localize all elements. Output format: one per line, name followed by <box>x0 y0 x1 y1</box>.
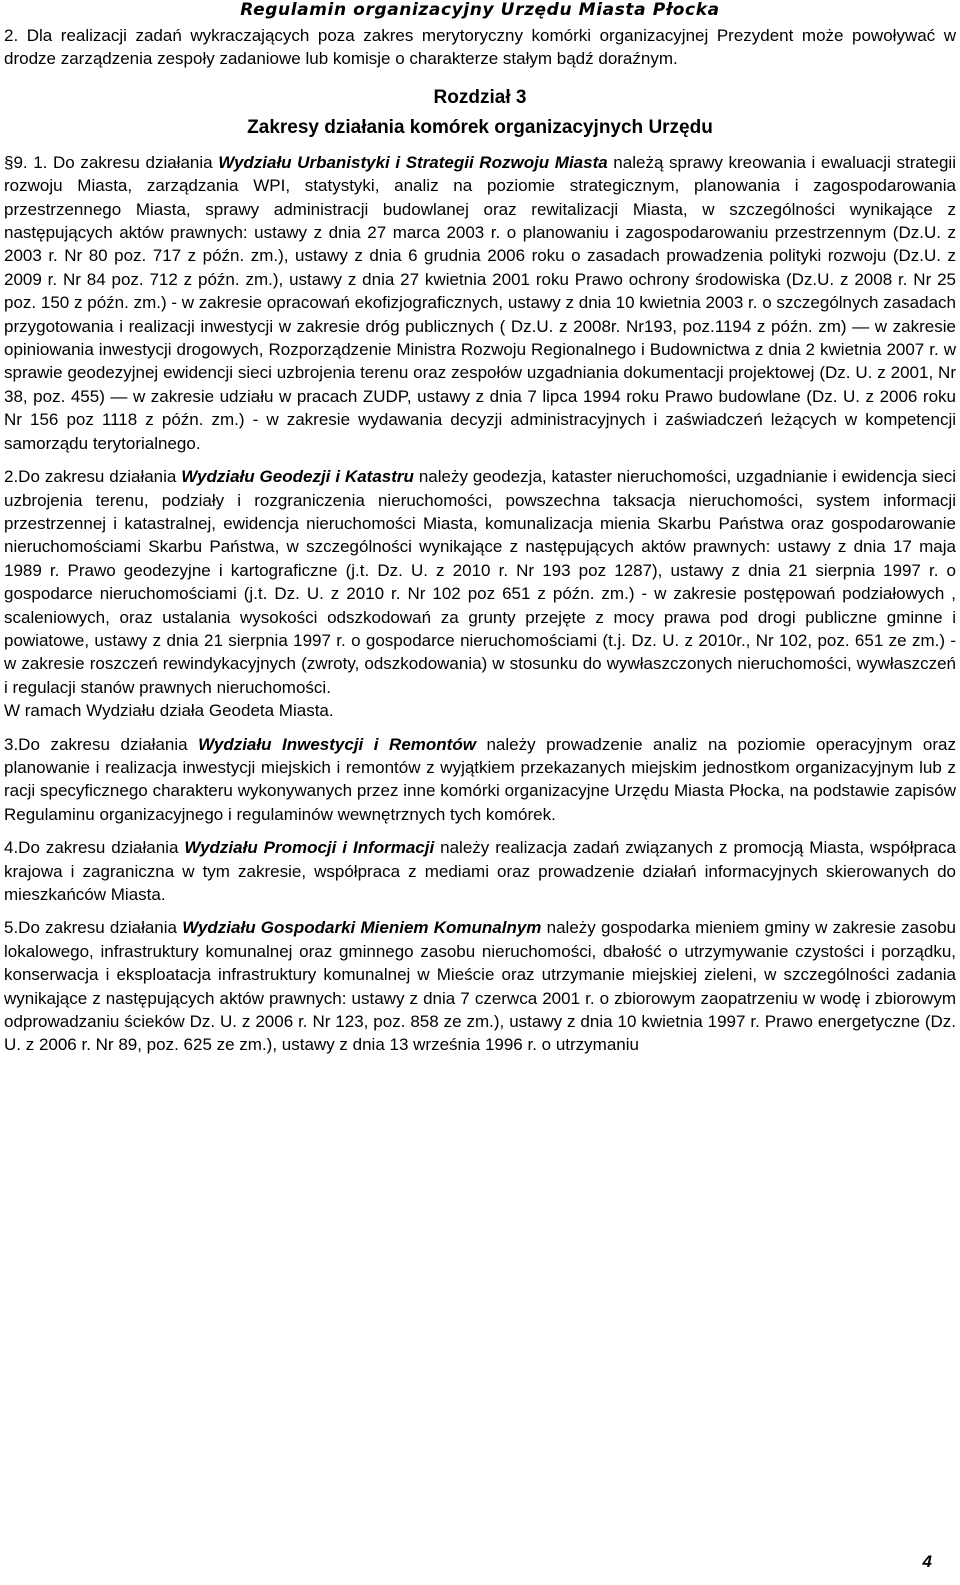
point-1-text: należą sprawy kreowania i ewaluacji strategii rozwoju Miasta, zarządzania WPI, statystyki, analiz na poziomie strategicznym, planowania i zagospodarowania przestrzennego Miasta, sprawy administracji budowlanej oraz rewitalizacji Miasta, w szczególności wynikające z następujących aktów prawnych: ustawy z dnia 27 marca 2003 r. o planowaniu i zagospodarowaniu przestrzennym (Dz.U. z 2003 r. Nr 80 poz. 717 z późn. zm.), ustawy z dnia 6 grudnia 2006 roku o zasadach prowadzenia polityki rozwoju (Dz.U. z 2009 r. Nr 84 poz. 712 z późn. zm.), ustawy z dnia 27 kwietnia 2001 roku Prawo ochrony środowiska (Dz.U. z 2008 r. Nr 25 poz. 150 z późn. zm.) - w zakresie opracowań ekofizjograficznych, ustawy z dnia 10 kwietnia 2003 r. o szczególnych zasadach przygotowania i realizacji inwestycji w zakresie dróg publicznych ( Dz.U. z 2008r. Nr193, poz.1194 z późn. zm) — w zakresie opiniowania inwestycji drogowych, Rozporządzenie Ministra Rozwoju Regionalnego i Budownictwa z dnia 2 kwietnia 2007 r. w sprawie geodezyjnej ewidencji sieci uzbrojenia terenu oraz zespołów uzgadniania dokumentacji projektowej (Dz. U. z 2001, Nr 38, poz. 455) — w zakresie udziału w pracach ZUDP, ustawy z dnia 7 lipca 1994 roku Prawo budowlane (Dz. U. z 2006 roku Nr 156 poz 1118 z późn. zm.) - w zakresie wydawania decyzji administracyjnych i zaświadczeń leżących w kompetencji samorządu terytorialnego. <box>4 152 956 453</box>
section-9-point-1 <box>4 151 956 455</box>
section-9-point-5 <box>4 916 956 1056</box>
section-9-point-4 <box>4 836 956 906</box>
chapter-number: Rozdział 3 <box>433 86 527 108</box>
document-body <box>4 24 956 1057</box>
point-5-lead: 5.Do zakresu działania <box>4 918 183 938</box>
point-4-unit-name: Wydziału Promocji i Informacji <box>184 838 435 858</box>
point-1-lead: §9. 1. Do zakresu działania <box>4 152 219 172</box>
point-3-unit-name: Wydziału Inwestycji i Remontów <box>198 734 476 754</box>
section-9-point-2 <box>4 465 956 699</box>
point-2-unit-name: Wydziału Geodezji i Katastru <box>181 467 414 487</box>
point-4-text: należy realizacja zadań związanych z promocją Miasta, współpraca krajowa i zagraniczna w tym zakresie, współpraca z mediami oraz prowadzenie działań informacyjnych skierowanych do mieszkańców Miasta. <box>4 838 957 904</box>
point-2-extra: W ramach Wydziału działa Geodeta Miasta. <box>4 701 334 721</box>
chapter-title: Zakresy działania komórek organizacyjnych Urzędu <box>247 116 713 138</box>
point-5-unit-name: Wydziału Gospodarki Mieniem Komunalnym <box>182 918 542 938</box>
point-2-text: należy geodezja, kataster nieruchomości, uzgadnianie i ewidencja sieci uzbrojenia terenu, podziały i rozgraniczenia nieruchomości, powszechna taksacja nieruchomości, system informacji przestrzennej i katastralnej, ewidencja nieruchomości Miasta, komunalizacja mienia Skarbu Państwa oraz gospodarowanie nieruchomościami Skarbu Państwa, w szczególności wynikające z następujących aktów prawnych: ustawy z dnia 17 maja 1989 r. Prawo geodezyjne i kartograficzne (j.t. Dz. U. z 2010 r. Nr 193 poz 1287), ustawy z dnia 21 sierpnia 1997 r. o gospodarce nieruchomościami (j.t. Dz. U. z 2010 r. Nr 102 poz 651 z późn. zm.) - w zakresie postępowań podziałowych , scaleniowych, oraz ustalania wysokości odszkodowań za grunty przejęte z mocy prawa pod drogi publiczne gminne i powiatowe, ustawy z dnia 21 sierpnia 1997 r. o gospodarce nieruchomościami (t.j. Dz. U. z 2010r., Nr 102, poz. 651 ze zm.) - w zakresie roszczeń rewindykacyjnych (zwroty, odszkodowania) w stosunku do wywłaszczonych nieruchomości, wywłaszczeń i regulacji stanów prawnych nieruchomości. <box>4 467 956 697</box>
point-1-unit-name: Wydziału Urbanistyki i Strategii Rozwoju Miasta <box>218 152 608 172</box>
paragraph-2: 2. Dla realizacji zadań wykraczających poza zakres merytoryczny komórki organizacyjnej Prezydent może powoływać w drodze zarządzenia zespoły zadaniowe lub komisje o charakterze stałym bądź doraźnym. <box>4 26 956 69</box>
point-4-lead: 4.Do zakresu działania <box>4 838 185 858</box>
section-9-point-3 <box>4 733 956 827</box>
point-3-lead: 3.Do zakresu działania <box>4 734 199 754</box>
document-header: Regulamin organizacyjny Urzędu Miasta Płocka <box>240 0 720 20</box>
point-2-lead: 2.Do zakresu działania <box>4 467 182 487</box>
point-5-text: należy gospodarka mieniem gminy w zakresie zasobu lokalowego, infrastruktury komunalnej oraz gminnego zasobu nieruchomości, dbałość o utrzymywanie czystości i porządku, konserwacja i eksploatacja infrastruktury komunalnej w Mieście oraz utrzymanie miejskiej zieleni, w szczególności zadania wynikające z następujących aktów prawnych: ustawy z dnia 7 czerwca 2001 r. o zbiorowym zaopatrzeniu w wodę i zbiorowym odprowadzaniu ścieków Dz. U. z 2006 r. Nr 123, poz. 858 ze zm.), ustawy z dnia 10 kwietnia 1997 r. Prawo energetyczne (Dz. U. z 2006 r. Nr 89, poz. 625 ze zm.), ustawy z dnia 13 września 1996 r. o utrzymaniu <box>4 918 956 1055</box>
point-3-text: należy prowadzenie analiz na poziomie operacyjnym oraz planowanie i realizacja inwestycji miejskich i remontów z wyjątkiem przekazanych miejskim jednostkom organizacyjnym lub z racji specyficznego charakteru wykonywanych przez inne komórki organizacyjne Urzędu Miasta Płocka, na podstawie zapisów Regulaminu organizacyjnego i regulaminów wewnętrznych tych komórek. <box>4 734 956 824</box>
page-number: 4 <box>922 1552 932 1571</box>
